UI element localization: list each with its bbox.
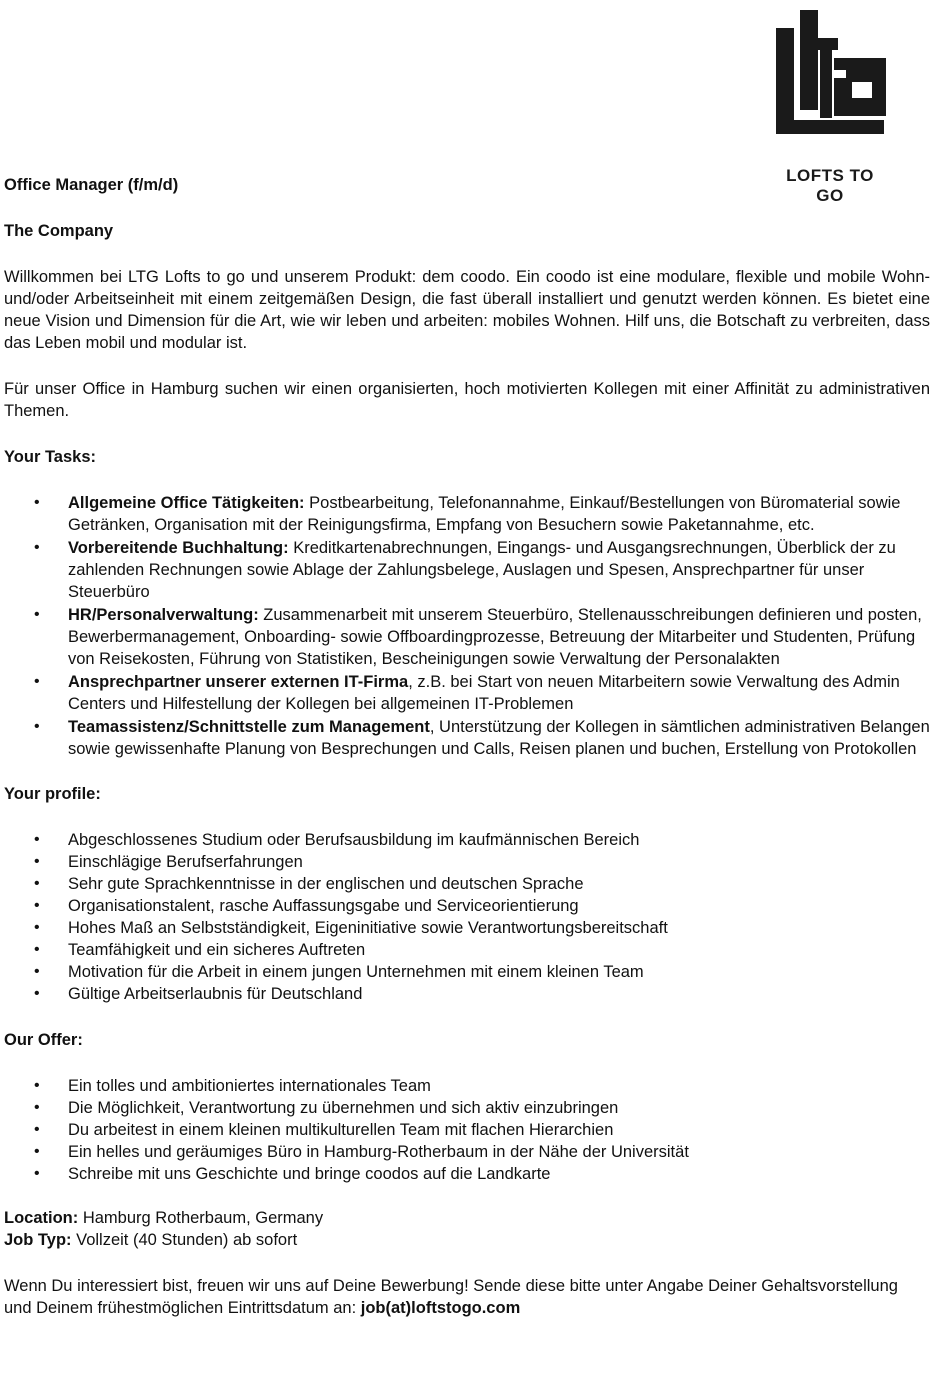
- profile-heading: Your profile:: [4, 785, 101, 803]
- list-item: • Hohes Maß an Selbstständigkeit, Eigeninitiative sowie Verantwortungsbereitschaft: [68, 917, 930, 939]
- list-item: • Ein tolles und ambitioniertes internationales Team: [68, 1075, 930, 1097]
- ltg-logo-icon: [772, 10, 888, 160]
- tasks-heading: Your Tasks:: [4, 448, 96, 466]
- location-line: [4, 1207, 930, 1229]
- task-text: , Unterstützung der Kollegen in sämtlichen administrativen Belangen sowie gewissenhafte Planung von Besprechungen und Calls, Reisen planen und buchen, Erstellung von Protokollen: [68, 718, 930, 758]
- task-title: Allgemeine Office Tätigkeiten:: [68, 494, 305, 512]
- list-item: • Abgeschlossenes Studium oder Berufsausbildung im kaufmännischen Bereich: [68, 829, 930, 851]
- task-title: Ansprechpartner unserer externen IT-Firma: [68, 673, 409, 691]
- offer-heading: Our Offer:: [4, 1031, 83, 1049]
- logo-caption: LOFTS TO GO: [786, 166, 874, 205]
- closing-text: Wenn Du interessiert bist, freuen wir uns auf Deine Bewerbung! Sende diese bitte unter Angabe Deiner Gehaltsvorstellung und Deinem frühestmöglichen Eintrittsdatum an:: [4, 1277, 898, 1317]
- closing-paragraph: [4, 1275, 930, 1319]
- task-text: Kreditkartenabrechnungen, Eingangs- und Ausgangsrechnungen, Überblick der zu zahlenden Rechnungen sowie Ablage der Zahlungsbelege, Auslagen und Spesen, Ansprechpartner für unser Steuerbüro: [68, 539, 896, 601]
- location-value: Hamburg Rotherbaum, Germany: [78, 1209, 324, 1227]
- location-label: Location:: [4, 1209, 79, 1227]
- list-item: • Gültige Arbeitserlaubnis für Deutschland: [68, 983, 930, 1005]
- tasks-list: [4, 492, 930, 760]
- company-paragraph-1: Willkommen bei LTG Lofts to go und unserem Produkt: dem coodo. Ein coodo ist eine modulare, flexible und mobile Wohn- und/oder Arbeitseinheit mit einem zeitgemäßen Design, die fast überall installiert und genutzt werden können. Es bietet eine neue Vision und Dimension für die Art, wie wir leben und arbeiten: mobiles Wohnen. Hilf uns, die Botschaft zu verbreiten, dass das Leben mobil und modular ist.: [4, 268, 930, 352]
- task-title: HR/Personalverwaltung:: [68, 606, 259, 624]
- list-item: • Einschlägige Berufserfahrungen: [68, 851, 930, 873]
- task-title: Teamassistenz/Schnittstelle zum Management: [68, 718, 430, 736]
- job-title: Office Manager (f/m/d): [4, 176, 179, 194]
- task-text: Zusammenarbeit mit unserem Steuerbüro, Stellenausschreibungen definieren und posten, Bewerbermanagement, Onboarding- sowie Offboardingprozesse, Betreuung der Mitarbeiter und Studenten, Prüfung von Reisekosten, Führung von Statistiken, Bescheinigungen sowie Verwaltung der Personalakten: [68, 606, 922, 668]
- profile-list: [4, 829, 930, 1005]
- company-heading: The Company: [4, 222, 114, 240]
- list-item: [68, 604, 930, 670]
- task-text: Postbearbeitung, Telefonannahme, Einkauf/Bestellungen von Büromaterial sowie Getränken, Organisation mit der Reinigungsfirma, Empfang von Besuchern sowie Paketannahme, etc.: [68, 494, 901, 534]
- list-item: [68, 716, 930, 760]
- list-item: • Teamfähigkeit und ein sicheres Auftreten: [68, 939, 930, 961]
- company-paragraph-2: Für unser Office in Hamburg suchen wir einen organisierten, hoch motivierten Kollegen mit einer Affinität zu administrativen Themen.: [4, 380, 930, 420]
- list-item: • Schreibe mit uns Geschichte und bringe coodos auf die Landkarte: [68, 1163, 930, 1185]
- job-type-value: Vollzeit (40 Stunden) ab sofort: [71, 1231, 298, 1249]
- list-item: [68, 537, 930, 603]
- list-item: • Die Möglichkeit, Verantwortung zu übernehmen und sich aktiv einzubringen: [68, 1097, 930, 1119]
- contact-email[interactable]: job(at)loftstogo.com: [360, 1299, 521, 1317]
- task-title: Vorbereitende Buchhaltung:: [68, 539, 289, 557]
- list-item: • Ein helles und geräumiges Büro in Hamburg-Rotherbaum in der Nähe der Universität: [68, 1141, 930, 1163]
- list-item: • Organisationstalent, rasche Auffassungsgabe und Serviceorientierung: [68, 895, 930, 917]
- job-posting: [4, 174, 930, 1319]
- list-item: • Sehr gute Sprachkenntnisse in der englischen und deutschen Sprache: [68, 873, 930, 895]
- offer-list: [4, 1075, 930, 1185]
- list-item: • Motivation für die Arbeit in einem jungen Unternehmen mit einem kleinen Team: [68, 961, 930, 983]
- task-text: , z.B. bei Start von neuen Mitarbeitern sowie Verwaltung des Admin Centers und Hilfestellung der Kollegen bei allgemeinen IT-Problemen: [68, 673, 900, 713]
- list-item: • Du arbeitest in einem kleinen multikulturellen Team mit flachen Hierarchien: [68, 1119, 930, 1141]
- job-type-label: Job Typ:: [4, 1231, 72, 1249]
- list-item: [68, 492, 930, 536]
- list-item: [68, 671, 930, 715]
- job-type-line: [4, 1229, 930, 1251]
